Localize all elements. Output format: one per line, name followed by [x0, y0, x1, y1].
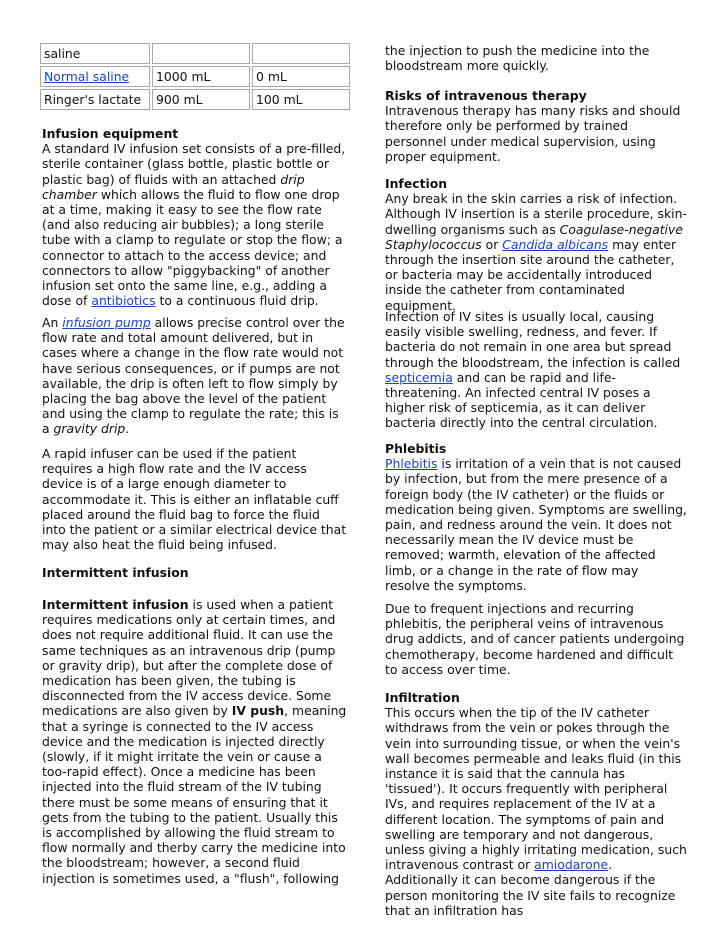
section-heading: Risks of intravenous therapy: [385, 88, 587, 103]
paragraph: An infusion pump allows precise control over the flow rate and total amount delivered, but in cases where a change in the flow rate would not have serious consequences, or if pumps are not available, the drip is often left to flow simply by placing the bag above the level of the patient and using the clamp to regulate the rate; this is a gravity drip.: [42, 315, 345, 437]
table-cell: 900 mL: [152, 89, 250, 110]
table-row: [40, 89, 350, 110]
paragraph: Due to frequent injections and recurring phlebitis, the peripheral veins of intravenous drug addicts, and of cancer patients undergoing chemotherapy, become hardened and difficult to access over time.: [385, 601, 685, 677]
antibiotics-link[interactable]: antibiotics: [91, 293, 156, 309]
septicemia-link[interactable]: septicemia: [385, 369, 453, 385]
paragraph: Infection of IV sites is usually local, causing easily visible swelling, redness, and fever. If bacteria do not remain in one area but spread through the bloodstream, the infection is called septicemia and can be rapid and life-threatening. An infected central IV poses a higher risk of septicemia, as it can deliver bacteria directly into the central circulation.: [385, 309, 681, 431]
table-cell: 0 mL: [252, 66, 350, 87]
risks-section: [385, 88, 687, 164]
section-heading: Infusion equipment: [42, 126, 179, 141]
paragraph: A standard IV infusion set consists of a pre-filled, sterile container (glass bottle, plastic bottle or plastic bag) of fluids with an attached drip chamber which allows the fluid to flow one drop at a time, making it easy to see the flow rate (and also reducing air bubbles); a long sterile tube with a clamp to regulate or stop the flow; a connector to attach to the access device; and connectors to allow "piggybacking" of another infusion set onto the same line, e.g., adding a dose of antibiotics to a continuous fluid drip.: [42, 141, 346, 309]
paragraph: Any break in the skin carries a risk of infection. Although IV insertion is a sterile procedure, skin-dwelling organisms such as Coagulase-negative Staphylococcus or Candida albicans may enter through the insertion site around the catheter, or bacteria may be accidentally introduced inside the catheter from contaminated equipment.: [385, 191, 687, 313]
table-cell: 100 mL: [252, 89, 350, 110]
infiltration-section: [385, 690, 687, 918]
amiodarone-link[interactable]: amiodarone: [534, 857, 609, 873]
table-cell: saline: [40, 43, 150, 64]
paragraph: Phlebitis is irritation of a vein that is not caused by infection, but from the mere presence of a foreign body (the IV catheter) or the fluids or medication being given. Symptoms are swelling, pain, and redness around the vein. It does not necessarily mean the IV device must be removed; warmth, elevation of the affected limb, or a change in the rate of flow may resolve the symptoms.: [385, 456, 687, 593]
table-cell: [252, 43, 350, 64]
fluid-volume-table: [38, 41, 352, 112]
infusion-pump-link[interactable]: infusion pump: [62, 315, 151, 330]
phlebitis-link[interactable]: Phlebitis: [385, 456, 438, 472]
paragraph: A rapid infuser can be used if the patient requires a high flow rate and the IV access device is of a large enough diameter to accommodate it. This is either an inflatable cuff placed around the fluid bag to force the fluid into the patient or a similar electrical device that may also heat the fluid being infused.: [42, 446, 347, 553]
table-cell: [152, 43, 250, 64]
paragraph: Intermittent infusion is used when a patient requires medications only at certain times, and does not require additional fluid. It can use the same techniques as an intravenous drip (pump or gravity drip), but after the complete dose of medication has been given, the tubing is disconnected from the IV access device. Some medications are also given by IV push, meaning that a syringe is connected to the IV access device and the medication is injected directly (slowly, if it might irritate the vein or cause a too-rapid effect). Once a medicine has been injected into the fluid stream of the IV tubing there must be some means of ensuring that it gets from the tubing to the patient. Usually this is accomplished by allowing the fluid stream to flow normally and therby carry the medicine into the bloodstream; however, a second fluid injection is sometimes used, a "flush", following: [42, 597, 347, 886]
table-cell: [40, 66, 150, 87]
section-heading: Phlebitis: [385, 441, 447, 456]
paragraph: Intravenous therapy has many risks and should therefore only be performed by trained personnel under medical supervision, using proper equipment.: [385, 103, 681, 164]
section-heading: Infiltration: [385, 690, 460, 705]
paragraph: the injection to push the medicine into the bloodstream more quickly.: [385, 43, 650, 74]
table-cell: 1000 mL: [152, 66, 250, 87]
normal-saline-link[interactable]: Normal saline: [44, 69, 130, 84]
section-heading: Infection: [385, 176, 448, 191]
candida-albicans-link[interactable]: Candida albicans: [502, 236, 609, 252]
table-cell: Ringer's lactate: [40, 89, 150, 110]
phlebitis-section: [385, 441, 687, 593]
table-row: [40, 43, 350, 64]
infusion-equipment-section: [42, 126, 347, 308]
section-heading: Intermittent infusion: [42, 565, 189, 580]
paragraph: This occurs when the tip of the IV catheter withdraws from the vein or pokes through the vein into surrounding tissue, or when the vein's wall becomes permeable and leaks fluid (in this instance it is said that the cannula has 'tissued'). It occurs frequently with peripheral IVs, and requires replacement of the IV at a different location. The symptoms of pain and swelling are temporary and not dangerous, unless giving a highly irritating medication, such intravenous contrast or amiodarone. Additionally it can become dangerous if the person monitoring the IV site fails to recognize that an infiltration has: [385, 705, 687, 918]
infection-section: [385, 176, 687, 313]
table-row: [40, 66, 350, 87]
